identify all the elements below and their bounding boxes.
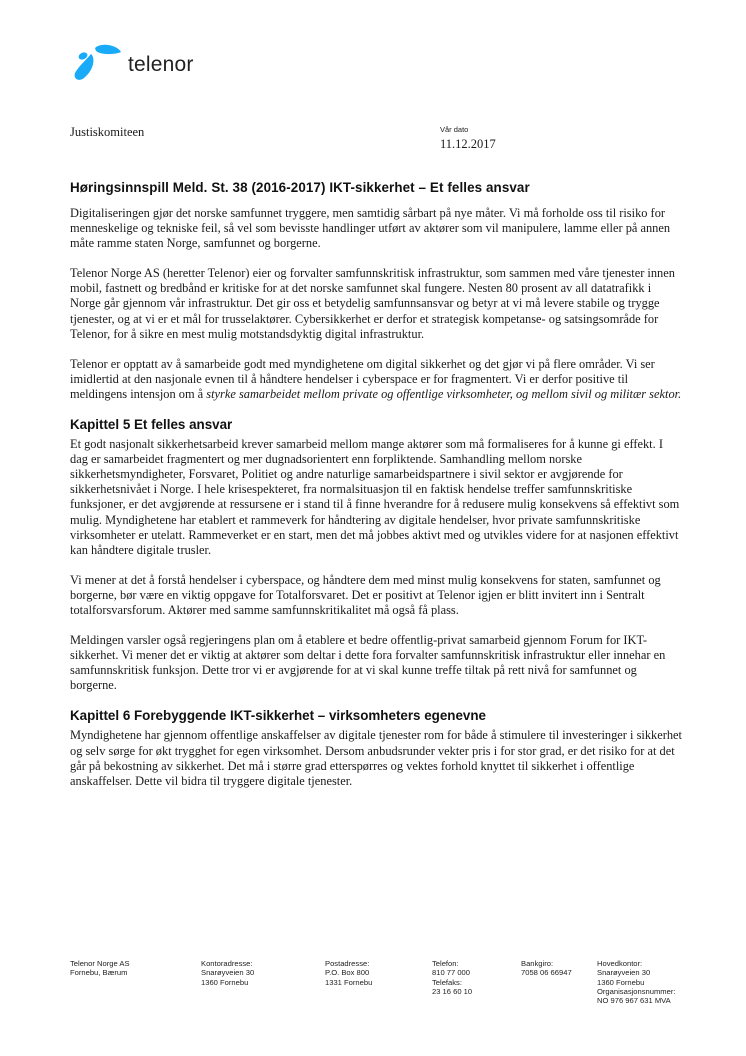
intro-paragraph-3-emphasis: styrke samarbeidet mellom private og offentlige virksomheter, og mellom sivil og militær sektor. — [206, 386, 682, 401]
intro-paragraph-1: Digitaliseringen gjør det norske samfunnet tryggere, men samtidig sårbart på nye måter. Vi må forholde oss til risiko for menneskelige og tekniske feil, så vel som bevisste handlinger utført av aktører som vil manipulere, lamme eller på annen måte ramme staten Norge, samfunnet og borgerne. — [70, 206, 671, 251]
intro-paragraph-3-text: Telenor er opptatt av å samarbeide godt med myndighetene om digital sikkerhet og det gjør vi på flere områder. Vi ser imidlertid at den nasjonale evnen til å håndtere hendelser i cyberspace er for fragmentert. Vi er derfor positive til meldingens intensjon om å — [70, 356, 655, 401]
footer-bank — [521, 959, 572, 978]
footer-line: Telefaks: — [432, 977, 462, 987]
intro-paragraph-3 — [70, 357, 682, 402]
footer-line: Hovedkontor: — [597, 959, 643, 968]
footer-line: Kontoradresse: — [201, 959, 253, 968]
section-6-heading: Kapittel 6 Forebyggende IKT-sikkerhet – virksomheters egenevne — [70, 708, 486, 724]
section-5-paragraph-3: Meldingen varsler også regjeringens plan om å etablere et bedre offentlig-privat samarbeid gjennom Forum for IKT-sikkerhet. Vi mener det er viktig at aktører som deltar i dette fora forvalter samfunnskritisk infrastruktur eller innehar en samfunnskritisk funksjon. Dette tror vi er avgjørende for at vi skal kunne treffe tiltak på rett nivå for samfunnet og borgerne. — [70, 633, 666, 693]
telenor-propeller-icon — [70, 43, 130, 83]
footer-line: P.O. Box 800 — [325, 968, 370, 978]
footer-line: 7058 06 66947 — [521, 968, 572, 978]
logo-text: telenor — [128, 53, 194, 76]
telenor-logo — [70, 43, 200, 83]
date-value: 11.12.2017 — [440, 137, 496, 151]
footer-line: Snarøyveien 30 — [201, 968, 255, 978]
footer-line: 1360 Fornebu — [597, 977, 645, 987]
footer-line: 810 77 000 — [432, 968, 471, 978]
section-5-heading: Kapittel 5 Et felles ansvar — [70, 417, 233, 433]
footer-line: Telefon: — [432, 959, 459, 968]
section-5-paragraph-2: Vi mener at det å forstå hendelser i cyberspace, og håndtere dem med minst mulig konsekvens for staten, samfunnet og borgerne, bør være en viktig oppgave for Totalforsvaret. Det er positivt at Telenor igjen er blitt invitert inn i Sentralt totalforsvarsforum. Aktører med samme samfunnskritikalitet må også få plass. — [70, 572, 661, 617]
footer-line: 23 16 60 10 — [432, 986, 473, 996]
section-5-paragraph-1: Et godt nasjonalt sikkerhetsarbeid krever samarbeid mellom mange aktører som må formaliseres for å kunne gi effekt. I dag er samarbeidet fragmentert og mer dugnadsorientert enn forpliktende. Samhandling mellom norske sikkerhetsmyndigheter, Forsvaret, Politiet og andre naturlige samarbeidspartnere i sivil sektor er avgjørende for sikkerhetsnivået i Norge. I hele krisespekteret, fra normalsituasjon til en faktisk hendelse treffer samfunnskritiske funksjoner, er det avgjørende at ressursene er i stand til å finne hverandre for å redusere mulig konsekvens så effektivt som mulig. Myndighetene har etablert et rammeverk for håndtering av digitale hendelser, hvor private samfunnskritiske virksomheter er utelatt. Rammeverket er en start, men det må jobbes aktivt med og utvikles videre for at nasjonen effektivt kan håndtere digitale trusler. — [70, 437, 680, 557]
document-body — [70, 180, 682, 800]
footer-line: Bankgiro: — [521, 959, 554, 968]
section-6-paragraph-1: Myndighetene har gjennom offentlige anskaffelser av digitale tjenester rom for både å stimulere til investeringer i sikkerhet og selv sørge for økt trygghet for egen virksomhet. Dersom anbudsrunder vekter pris i for stor grad, er det risiko for at det går på bekostning av sikkerhet. Det må i større grad etterspørres og vektes forhold knyttet til sikkerhet i offentlige anskaffelser. Dette vil bidra til tryggere digitale tjenester. — [70, 728, 682, 788]
footer-company — [70, 959, 130, 978]
footer-office-address — [201, 959, 254, 987]
intro-paragraph-2: Telenor Norge AS (heretter Telenor) eier og forvalter samfunnskritisk infrastruktur, som sammen med våre tjenester innen mobil, fastnett og bredbånd er kritiske for at det norske samfunnet skal fungere. Nesten 80 prosent av all datatrafikk i Norge går gjennom vår infrastruktur. Det gir oss et betydelig samfunnsansvar og betyr at vi må levere stabile og trygge tjenester, og at vi er et mål for trusselaktører. Cybersikkerhet er derfor et strategisk kompetanse- og satsingsområde for Telenor, for å sikre en mest mulig motstandsdyktig digital infrastruktur. — [70, 266, 675, 341]
footer-line: NO 976 967 631 MVA — [597, 996, 671, 1006]
footer-line: Telenor Norge AS — [70, 959, 130, 968]
footer-phone — [432, 959, 472, 996]
footer-postal-address — [325, 959, 372, 987]
date-label: Vår dato — [440, 125, 469, 134]
document-title: Høringsinnspill Meld. St. 38 (2016-2017) IKT-sikkerhet – Et felles ansvar — [70, 180, 530, 195]
footer-line: Postadresse: — [325, 959, 370, 968]
recipient: Justiskomiteen — [70, 125, 145, 139]
footer-line: Snarøyveien 30 — [597, 968, 651, 978]
footer-line: Organisasjonsnummer: — [597, 986, 676, 996]
footer-headquarters — [597, 959, 676, 1005]
footer-line: 1331 Fornebu — [325, 977, 373, 987]
footer-line: Fornebu, Bærum — [70, 968, 128, 978]
footer-line: 1360 Fornebu — [201, 977, 249, 987]
